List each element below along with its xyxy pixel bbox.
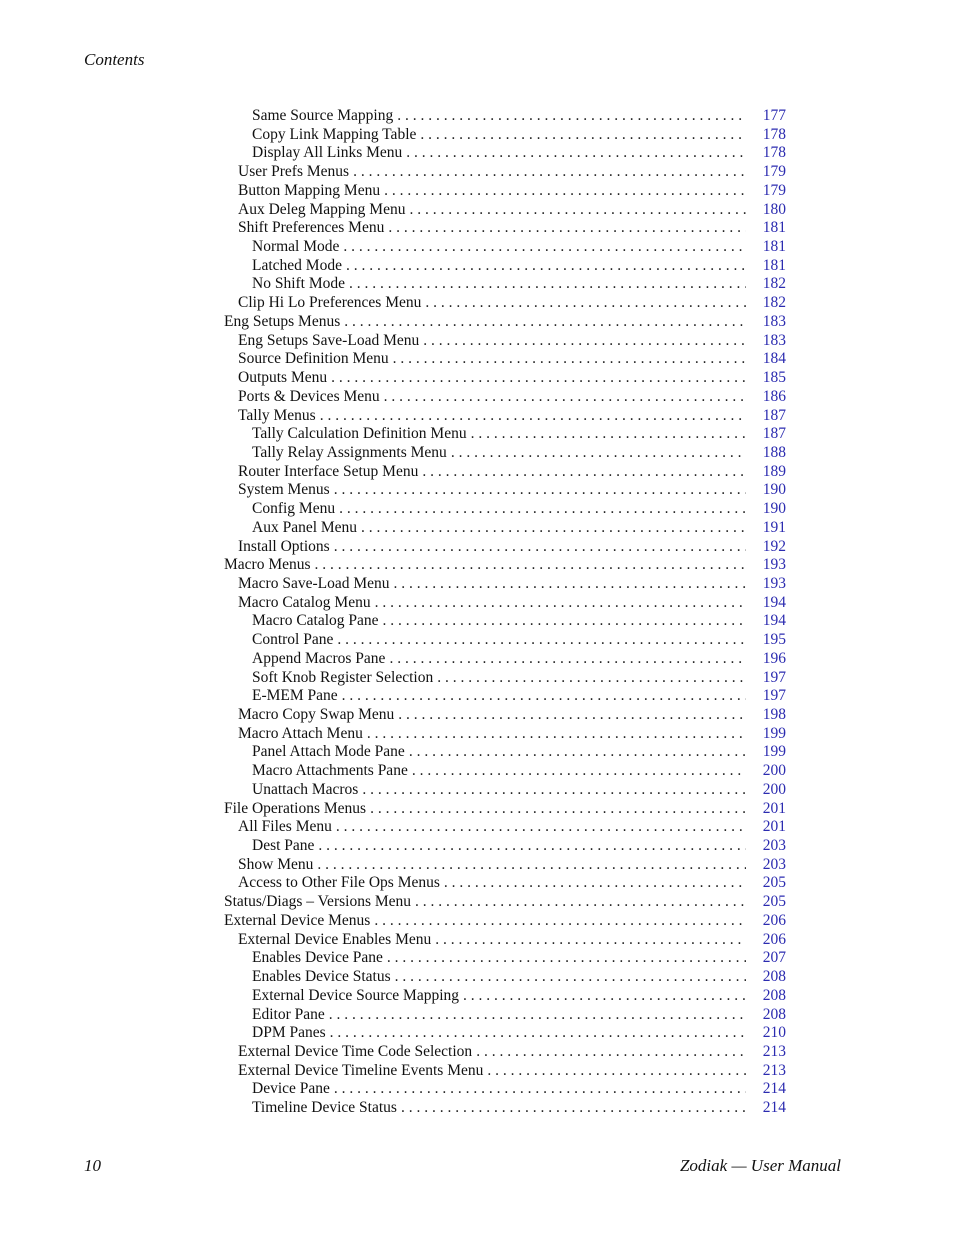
toc-entry-title: External Device Source Mapping: [252, 986, 460, 1004]
dot-leader: [393, 350, 746, 369]
toc-entry[interactable]: [224, 444, 786, 463]
toc-entry[interactable]: [224, 912, 786, 931]
dot-leader: [395, 968, 746, 987]
toc-entry[interactable]: [224, 706, 786, 725]
dot-leader: [353, 163, 746, 182]
toc-entry[interactable]: [224, 762, 786, 781]
toc-entry-page-link[interactable]: 193: [762, 556, 786, 574]
dot-leader: [463, 987, 746, 1006]
toc-entry[interactable]: [224, 743, 786, 762]
toc-entry-title: Status/Diags – Versions Menu: [224, 893, 412, 911]
toc-entry-title: Editor Pane: [252, 1005, 325, 1023]
toc-entry-page-link[interactable]: 183: [762, 331, 786, 349]
toc-entry-page-link[interactable]: 208: [762, 968, 786, 986]
toc-entry-title: Config Menu: [252, 500, 336, 518]
dot-leader: [412, 762, 746, 781]
dot-leader: [420, 126, 746, 145]
dot-leader: [471, 425, 746, 444]
toc-entry-title: External Device Menus: [224, 911, 371, 929]
dot-leader: [337, 631, 746, 650]
toc-entry[interactable]: [224, 612, 786, 631]
toc-entry[interactable]: [224, 350, 786, 369]
toc-entry-title: File Operations Menus: [224, 799, 367, 817]
toc-entry[interactable]: [224, 1099, 786, 1118]
toc-entry-title: Button Mapping Menu: [238, 181, 381, 199]
toc-entry-page-link[interactable]: 189: [762, 462, 786, 480]
toc-entry[interactable]: [224, 781, 786, 800]
dot-leader: [397, 107, 746, 126]
toc-entry-page-link[interactable]: 205: [762, 893, 786, 911]
toc-entry-page-link[interactable]: 185: [762, 369, 786, 387]
toc-entry[interactable]: [224, 1080, 786, 1099]
dot-leader: [451, 444, 746, 463]
toc-entry-title: Macro Attachments Pane: [252, 762, 408, 780]
toc-entry-title: No Shift Mode: [252, 275, 345, 293]
dot-leader: [375, 594, 746, 613]
toc-entry[interactable]: [224, 369, 786, 388]
dot-leader: [409, 201, 746, 220]
toc-entry[interactable]: [224, 388, 786, 407]
toc-entry-page-link[interactable]: 206: [762, 911, 786, 929]
toc-entry-page-link[interactable]: 192: [762, 537, 786, 555]
toc-entry-title: Shift Preferences Menu: [238, 219, 385, 237]
toc-entry-page-link[interactable]: 179: [762, 163, 786, 181]
dot-leader: [394, 575, 746, 594]
toc-entry[interactable]: [224, 949, 786, 968]
dot-leader: [346, 257, 746, 276]
toc-entry-page-link[interactable]: 198: [762, 706, 786, 723]
toc-entry[interactable]: [224, 294, 786, 313]
toc-entry-title: External Device Timeline Events Menu: [238, 1061, 484, 1079]
toc-entry[interactable]: [224, 987, 786, 1006]
toc-entry-title: Access to Other File Ops Menus: [238, 874, 440, 892]
dot-leader: [487, 1062, 746, 1081]
toc-entry[interactable]: [224, 931, 786, 950]
table-of-contents: [224, 107, 786, 1118]
toc-entry[interactable]: [224, 893, 786, 912]
dot-leader: [415, 893, 746, 912]
toc-entry-page-link[interactable]: 203: [762, 837, 786, 855]
dot-leader: [384, 182, 746, 201]
toc-entry[interactable]: [224, 500, 786, 519]
dot-leader: [362, 781, 746, 800]
running-head: Contents: [84, 50, 145, 69]
toc-entry-title: Dest Pane: [252, 837, 315, 855]
toc-entry[interactable]: [224, 874, 786, 893]
toc-entry-title: Macro Catalog Pane: [252, 612, 379, 630]
dot-leader: [398, 706, 746, 725]
toc-entry-title: Router Interface Setup Menu: [238, 462, 419, 480]
toc-entry-title: Enables Device Status: [252, 968, 391, 986]
toc-entry[interactable]: [224, 800, 786, 819]
toc-entry[interactable]: [224, 332, 786, 351]
toc-entry-title: Source Definition Menu: [238, 350, 389, 368]
toc-entry[interactable]: [224, 163, 786, 182]
dot-leader: [387, 949, 746, 968]
toc-entry-page-link[interactable]: 210: [762, 1024, 786, 1042]
toc-entry-title: Timeline Device Status: [252, 1099, 397, 1117]
toc-entry[interactable]: [224, 313, 786, 332]
toc-entry-page-link[interactable]: 184: [762, 350, 786, 368]
dot-leader: [329, 1006, 746, 1025]
toc-entry-page-link[interactable]: 199: [762, 724, 786, 742]
toc-entry-page-link[interactable]: 183: [762, 312, 786, 330]
toc-entry[interactable]: [224, 1006, 786, 1025]
toc-entry[interactable]: [224, 594, 786, 613]
toc-entry[interactable]: [224, 669, 786, 688]
dot-leader: [435, 931, 746, 950]
toc-entry-page-link[interactable]: 182: [762, 294, 786, 312]
toc-entry-title: Soft Knob Register Selection: [252, 668, 434, 686]
toc-entry-page-link[interactable]: 214: [762, 1099, 786, 1117]
toc-entry-title: Copy Link Mapping Table: [252, 125, 417, 143]
toc-entry-title: All Files Menu: [238, 818, 332, 836]
toc-entry-title: Install Options: [238, 537, 330, 555]
toc-entry[interactable]: [224, 107, 786, 126]
toc-entry[interactable]: [224, 144, 786, 163]
toc-entry-title: Macro Menus: [224, 556, 311, 574]
toc-entry-title: Macro Save-Load Menu: [238, 574, 390, 592]
dot-leader: [334, 1080, 746, 1099]
toc-entry[interactable]: [224, 575, 786, 594]
toc-entry[interactable]: [224, 201, 786, 220]
dot-leader: [334, 481, 746, 500]
toc-entry-page-link[interactable]: 178: [762, 144, 786, 162]
dot-leader: [406, 144, 746, 163]
dot-leader: [343, 238, 746, 257]
toc-entry-title: Outputs Menu: [238, 369, 328, 387]
toc-entry-title: Normal Mode: [252, 238, 340, 256]
toc-entry[interactable]: [224, 238, 786, 257]
dot-leader: [476, 1043, 746, 1062]
toc-entry-page-link[interactable]: 187: [762, 406, 786, 424]
toc-entry[interactable]: [224, 856, 786, 875]
toc-entry-page-link[interactable]: 196: [762, 649, 786, 667]
toc-entry-title: Macro Catalog Menu: [238, 593, 371, 611]
toc-entry[interactable]: [224, 1024, 786, 1043]
toc-entry[interactable]: [224, 407, 786, 426]
dot-leader: [361, 519, 746, 538]
toc-entry-page-link[interactable]: 181: [762, 256, 786, 274]
toc-entry-page-link[interactable]: 214: [762, 1080, 786, 1098]
toc-entry[interactable]: [224, 257, 786, 276]
dot-leader: [320, 407, 746, 426]
dot-leader: [344, 313, 746, 332]
toc-entry-title: System Menus: [238, 481, 330, 499]
toc-entry-title: Device Pane: [252, 1080, 330, 1098]
toc-entry-title: Control Pane: [252, 631, 334, 649]
toc-entry-page-link[interactable]: 207: [762, 949, 786, 967]
toc-entry-page-link[interactable]: 203: [762, 855, 786, 873]
toc-entry[interactable]: [224, 725, 786, 744]
toc-entry-title: Tally Menus: [238, 406, 316, 424]
toc-entry-page-link[interactable]: 187: [762, 425, 786, 443]
dot-leader: [339, 500, 746, 519]
toc-entry[interactable]: [224, 219, 786, 238]
toc-entry[interactable]: [224, 463, 786, 482]
toc-entry[interactable]: [224, 968, 786, 987]
dot-leader: [389, 650, 746, 669]
dot-leader: [317, 856, 746, 875]
manual-title: Zodiak — User Manual: [679, 1156, 841, 1175]
toc-entry-title: Append Macros Pane: [252, 649, 386, 667]
dot-leader: [334, 538, 746, 557]
toc-entry[interactable]: [224, 687, 786, 706]
toc-entry-page-link[interactable]: 199: [762, 743, 786, 761]
toc-entry[interactable]: [224, 519, 786, 538]
toc-entry-page-link[interactable]: 181: [762, 238, 786, 256]
toc-entry-title: DPM Panes: [252, 1024, 326, 1042]
toc-entry-title: Eng Setups Menus: [224, 312, 341, 330]
toc-entry[interactable]: [224, 1062, 786, 1081]
toc-entry-title: Display All Links Menu: [252, 144, 403, 162]
dot-leader: [401, 1099, 746, 1118]
toc-entry-page-link[interactable]: 213: [762, 1042, 786, 1060]
dot-leader: [444, 874, 746, 893]
toc-entry[interactable]: [224, 818, 786, 837]
toc-entry-title: E-MEM Pane: [252, 687, 338, 705]
toc-entry-page-link[interactable]: 201: [762, 799, 786, 817]
toc-entry[interactable]: [224, 275, 786, 294]
page-number: 10: [84, 1156, 101, 1175]
toc-entry-title: Macro Copy Swap Menu: [238, 706, 395, 723]
toc-entry-page-link[interactable]: 197: [762, 687, 786, 705]
toc-entry-page-link[interactable]: 200: [762, 780, 786, 798]
toc-entry-page-link[interactable]: 208: [762, 1005, 786, 1023]
dot-leader: [374, 912, 746, 931]
toc-entry[interactable]: [224, 538, 786, 557]
toc-entry-page-link[interactable]: 193: [762, 574, 786, 592]
toc-entry[interactable]: [224, 182, 786, 201]
toc-entry-page-link[interactable]: 180: [762, 200, 786, 218]
toc-entry[interactable]: [224, 650, 786, 669]
toc-entry-page-link[interactable]: 181: [762, 219, 786, 237]
toc-entry-page-link[interactable]: 201: [762, 818, 786, 836]
toc-entry-page-link[interactable]: 195: [762, 631, 786, 649]
toc-entry-page-link[interactable]: 197: [762, 668, 786, 686]
toc-entry-page-link[interactable]: 191: [762, 518, 786, 536]
toc-entry-title: Latched Mode: [252, 256, 342, 274]
toc-entry-title: Eng Setups Save-Load Menu: [238, 331, 420, 349]
toc-entry-title: External Device Enables Menu: [238, 930, 432, 948]
toc-entry-page-link[interactable]: 200: [762, 762, 786, 780]
toc-entry-title: Enables Device Pane: [252, 949, 383, 967]
toc-entry-title: External Device Time Code Selection: [238, 1042, 473, 1060]
toc-entry[interactable]: [224, 837, 786, 856]
toc-entry[interactable]: [224, 126, 786, 145]
dot-leader: [342, 687, 746, 706]
dot-leader: [367, 725, 746, 744]
dot-leader: [437, 669, 746, 688]
dot-leader: [336, 818, 746, 837]
dot-leader: [422, 463, 746, 482]
toc-entry-title: Same Source Mapping: [252, 107, 394, 124]
dot-leader: [330, 1024, 746, 1043]
dot-leader: [318, 837, 746, 856]
toc-entry-page-link[interactable]: 188: [762, 443, 786, 461]
toc-entry-title: Tally Relay Assignments Menu: [252, 443, 447, 461]
toc-entry-page-link[interactable]: 194: [762, 612, 786, 630]
dot-leader: [425, 294, 746, 313]
toc-entry-title: Aux Panel Menu: [252, 518, 358, 536]
dot-leader: [315, 556, 746, 575]
dot-leader: [370, 800, 746, 819]
toc-entry-page-link[interactable]: 194: [762, 593, 786, 611]
dot-leader: [409, 743, 746, 762]
toc-entry-page-link[interactable]: 186: [762, 387, 786, 405]
toc-entry-page-link[interactable]: 190: [762, 500, 786, 518]
toc-entry-page-link[interactable]: 208: [762, 986, 786, 1004]
toc-entry-title: User Prefs Menus: [238, 163, 350, 181]
toc-entry[interactable]: [224, 556, 786, 575]
toc-entry[interactable]: [224, 1043, 786, 1062]
toc-entry[interactable]: [224, 631, 786, 650]
toc-entry-title: Show Menu: [238, 855, 314, 873]
dot-leader: [423, 332, 746, 351]
toc-entry[interactable]: [224, 481, 786, 500]
toc-entry-page-link[interactable]: 190: [762, 481, 786, 499]
dot-leader: [383, 612, 746, 631]
toc-entry[interactable]: [224, 425, 786, 444]
toc-entry-title: Ports & Devices Menu: [238, 387, 380, 405]
toc-entry-title: Aux Deleg Mapping Menu: [238, 200, 406, 218]
toc-entry-title: Clip Hi Lo Preferences Menu: [238, 294, 422, 312]
toc-entry-page-link[interactable]: 213: [762, 1061, 786, 1079]
toc-entry-title: Unattach Macros: [252, 780, 359, 798]
toc-entry-title: Tally Calculation Definition Menu: [252, 425, 467, 443]
toc-entry-page-link[interactable]: 206: [762, 930, 786, 948]
toc-entry-title: Panel Attach Mode Pane: [252, 743, 405, 761]
toc-entry-title: Macro Attach Menu: [238, 724, 363, 742]
toc-entry-page-link[interactable]: 182: [762, 275, 786, 293]
dot-leader: [331, 369, 746, 388]
toc-entry-page-link[interactable]: 177: [762, 107, 786, 124]
toc-entry-page-link[interactable]: 178: [762, 125, 786, 143]
dot-leader: [384, 388, 746, 407]
toc-entry-page-link[interactable]: 179: [762, 181, 786, 199]
dot-leader: [388, 219, 746, 238]
dot-leader: [349, 275, 746, 294]
toc-entry-page-link[interactable]: 205: [762, 874, 786, 892]
